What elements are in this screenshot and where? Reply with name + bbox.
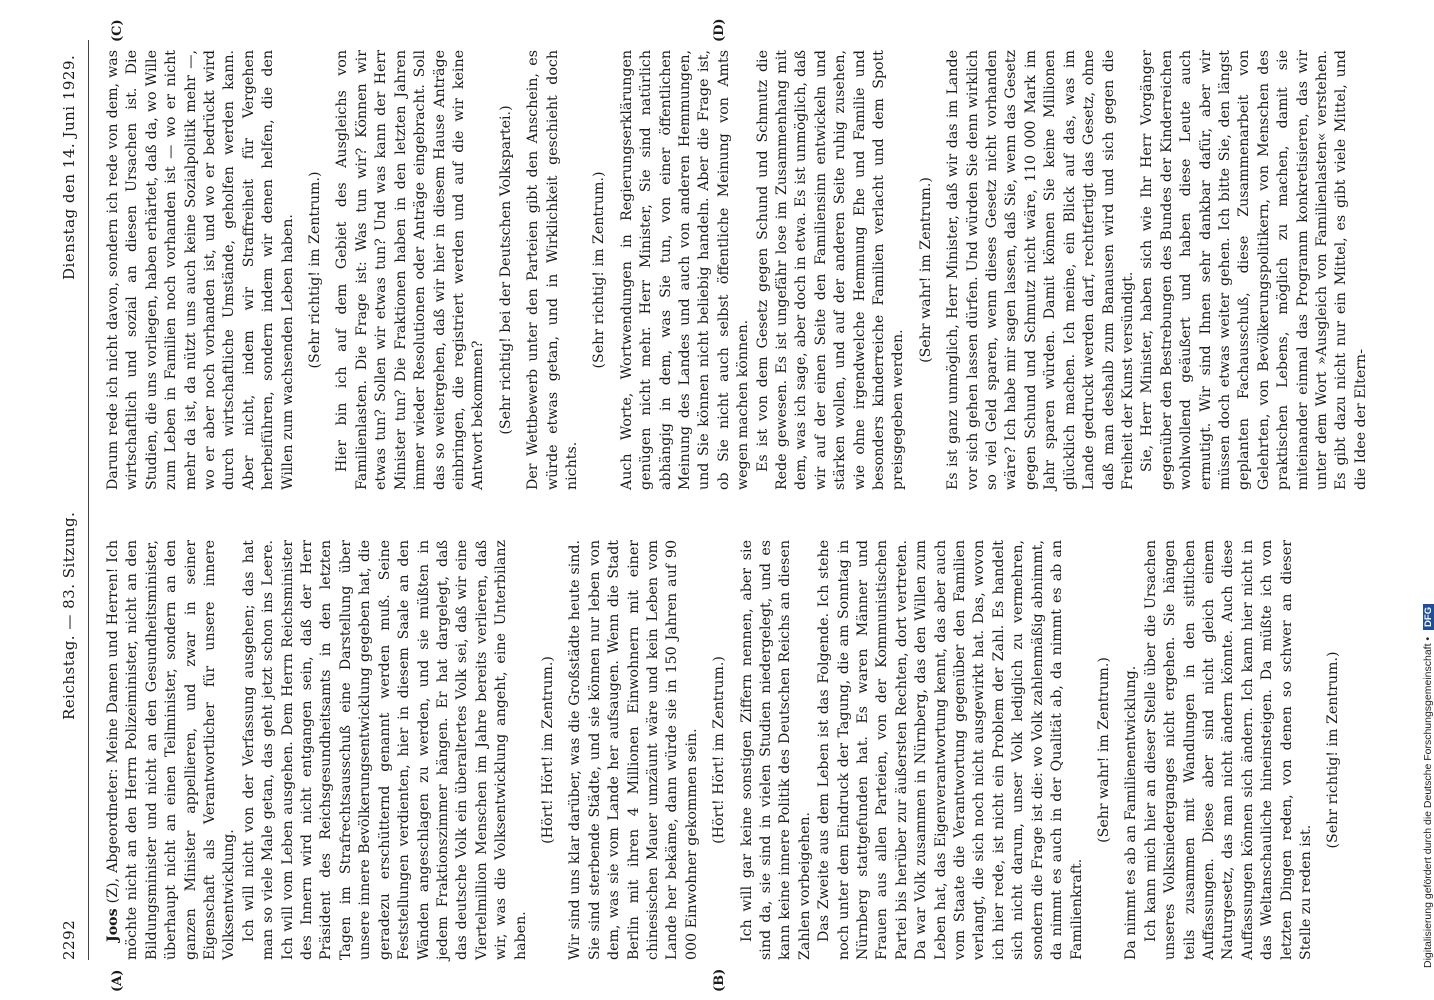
interjection: (Sehr richtig! im Zentrum.) (307, 171, 324, 369)
margin-mark-a: (A) (110, 969, 125, 992)
margin-mark-d: (D) (712, 18, 727, 42)
column-right (104, 50, 1371, 490)
header-rule (88, 40, 89, 960)
interjection: (Sehr richtig! bei der Deutschen Volkspartei.) (497, 105, 514, 435)
paragraph: Auch Worte, Wortwendungen in Regierungserklärungen genügen nicht mehr. Herr Minister, Sie sind natürlich abhängig in dem, was Sie tun, von einer öffentlichen Meinung des Landes und auch von anderen Hemmungen, und Sie können nicht beliebig handeln. Aber die Frage ist, ob Sie nicht auch selbst öffentliche Meinung von Amts wegen machen können. (618, 50, 752, 490)
interjection: (Sehr wahr! im Zentrum.) (1095, 657, 1112, 843)
interjection: (Hört! Hört! im Zentrum.) (711, 656, 728, 844)
paragraph: Hier bin ich auf dem Gebiet des Ausgleichs von Familienlasten. Die Frage ist: Was tun wir? Können wir etwas tun? Sollen wir etwas tun? Und was kann der Herr Minister tun? Die Fraktionen haben in den letzten Jahren immer wieder Resolutionen oder Anträge eingebracht. Soll das so weitergehen, daß wir hier in diesem Hause Anträge einbringen, die registriert werden und auf die wir keine Antwort bekommen? (334, 50, 487, 490)
running-head-date: Dienstag den 14. Juni 1929. (60, 54, 78, 280)
digitization-text: Digitalisierung gefördert durch die Deutsche Forschungsgemeinschaft • (1422, 636, 1434, 968)
speaker-name: Joos (105, 908, 121, 942)
column-left (104, 540, 1352, 960)
paragraph: Der Wettbewerb unter den Parteien gibt den Anschein, es würde etwas getan, und in Wirklichkeit geschieht doch nichts. (525, 50, 580, 490)
paragraph: Wir sind uns klar darüber, was die Großstädte heute sind. Sie sind sterbende Städte, und sie können nur leben von dem, was sie vom Lande her aufsaugen. Wenn die Stadt Berlin mit ihren 4 Millionen Einwohnern mit einer chinesischen Mauer umzäunt wäre und kein Leben vom Lande her bekäme, dann würde sie in 150 Jahren auf 90 000 Einwohner gekommen sein. (567, 540, 700, 960)
margin-mark-b: (B) (712, 968, 727, 992)
paragraph: Das Zweite aus dem Leben ist das Folgende. Ich stehe noch unter dem Eindruck der Tagung, die am Sonntag in Nürnberg stattgefunden hat. Es waren Männer und Frauen aus allen Parteien, von der Kommunistischen Partei bis herüber zur äußersten Rechten, dort vertreten. Da war Volk zusammen in Nürnberg, das den Willen zum Leben hat, das Eigenverantwortung kennt, das aber auch vom Staate die Verantwortung gegenüber den Familien verlangt, die sich noch nicht ausgewirkt hat. Das, wovon ich hier rede, ist nicht ein Problem der Zahl. Es handelt sich nicht darum, unser Volk lediglich zu vermehren, sondern die Frage ist die: wo Volk zahlenmäßig abnimmt, da nimmt es auch in der Qualität ab, da nimmt es ab an Familienkraft. (816, 540, 1085, 960)
paragraph: Da nimmt es ab an Familienentwicklung. (1123, 665, 1140, 960)
paragraph (104, 540, 240, 960)
digitization-note (1418, 8, 1434, 993)
paragraph: Es ist ganz unmöglich, Herr Minister, daß wir das im Lande vor sich gehen lassen dürfen. Und würden Sie denn wirklich so viel Geld sparen, wenn dieses Gesetz nicht vorhanden wäre? Ich habe mir sagen lassen, daß Sie, wenn das Gesetz gegen Schund und Schmutz nicht wäre, 110 000 Mark im Jahr sparen würden. Damit können Sie keine Millionen glücklich machen. Ich meine, ein Blick auf das, was im Lande gedruckt werden darf, rechtfertigt das Gesetz, ohne daß man deshalb zum Banausen wird und sich gegen die Freiheit der Kunst versündigt. (945, 50, 1136, 490)
speech-text: (Z), Abgeordneter: Meine Damen und Herren! Ich möchte nicht an den Herrn Polizeiminister, nicht an den Bildungsminister und nicht an den Gesundheitsminister, überhaupt nicht an einen Teilminister, sondern an den ganzen Minister appellieren, und zwar in seiner Eigenschaft als Verantwortlicher für unsere innere Volksentwicklung. (105, 540, 238, 960)
paragraph: Ich will nicht von der Verfassung ausgehen; das hat man so viele Male getan, das geht jetzt schon ins Leere. Ich will vom Leben ausgehen. Dem Herrn Reichsminister des Innern wird nicht entgangen sein, daß der Herr Präsident des Reichsgesundheitsamts in den letzten Tagen im Strafrechtsausschuß eine Darstellung über unsere innere Bevölkerungsentwicklung gegeben hat, die geradezu erschütternd genannt werden muß. Seine Feststellungen verdienten, hier in diesem Saale an den Wänden angeschlagen zu werden, und sie müßten in jedem Fraktionszimmer hängen. Er hat dargelegt, daß das deutsche Volk ein überaltertes Volk sei, daß wir eine Viertelmillion Menschen im Jahre bereits verlieren, daß wir, was die Volksentwicklung angeht, eine Unterbilanz haben. (240, 540, 529, 960)
paragraph: Es ist von dem Gesetz gegen Schund und Schmutz die Rede gewesen. Es ist ungefähr lose im Zusammenhang mit dem, was ich sage, aber doch in etwa. Es ist unmöglich, daß wir auf der einen Seite den Familiensinn entwickeln und stärken wollen, und auf der anderen Seite ruhig zusehen, wie ohne irgendwelche Hemmung Ehe und Familie und besonders kinderreiche Familien verlacht und dem Spott preisgegeben werden. (754, 50, 907, 490)
running-head-center: Reichstag. — 83. Sitzung. (60, 511, 78, 720)
paragraph: Sie, Herr Minister, haben sich wie Ihr Herr Vorgänger gegenüber den Bestrebungen des Bundes der Kinderreichen wohlwollend geäußert und haben diese Leute auch ermutigt. Wir sind Ihnen sehr dankbar dafür, aber wir müssen doch etwas weiter gehen. Ich bitte Sie, den längst geplanten Fachausschuß, diese Zusammenarbeit von Gelehrten, von Bevölkerungspolitikern, von Menschen des praktischen Lebens, möglich zu machen, damit sie miteinander einmal das Programm konkretisieren, das wir unter dem Wort »Ausgleich von Familienlasten« verstehen. Es gibt dazu nicht nur ein Mittel, es gibt viele Mittel, und die Idee der Eltern- (1139, 50, 1369, 490)
interjection: (Sehr richtig! im Zentrum.) (591, 171, 608, 369)
rotated-page (60, 18, 1400, 992)
margin-mark-c: (C) (110, 19, 125, 42)
page-number: 2292 (60, 919, 78, 960)
paragraph: Darum rede ich nicht davon, sondern ich rede von dem, was wirtschaftlich und sozial an diesen Ursachen ist. Die Studien, die uns vorliegen, haben erhärtet, daß da, wo Wille zum Leben in Familien noch vorhanden ist — wo er nicht mehr da ist, da nützt uns auch keine Sozialpolitik mehr —, wo er aber noch vorhanden ist, und wo er bedrückt wird durch wirtschaftliche Umstände, geholfen werden kann. Aber nicht, indem wir Straffreiheit für Vergehen herbeiführen, sondern indem wir denen helfen, die den Willen zum wachsenden Leben haben. (105, 50, 296, 490)
interjection: (Sehr richtig! im Zentrum.) (1325, 651, 1342, 849)
paragraph: Ich will gar keine sonstigen Ziffern nennen, aber sie sind da, sie sind in vielen Studien niedergelegt, und es kann keine innere Politik des Deutschen Reichs an diesen Zahlen vorbeigehen. (738, 540, 813, 960)
interjection: (Hört! Hört! im Zentrum.) (539, 656, 556, 844)
dfg-logo: DFG (1423, 604, 1434, 630)
interjection: (Sehr wahr! im Zentrum.) (917, 177, 934, 363)
paragraph: Ich kann mich hier an dieser Stelle über die Ursachen unseres Volksniederganges nicht ergehen. Sie hängen teils zusammen mit Wandlungen in den sittlichen Auffassungen. Diese aber sind nicht gleich einem Naturgesetz, das man nicht ändern könnte. Auch diese Auffassungen können sich ändern. Ich kann hier nicht in das Weltanschauliche hineinsteigen. Da müßte ich von letzten Dingen reden, von denen so schwer an dieser Stelle zu reden ist. (1142, 540, 1314, 960)
